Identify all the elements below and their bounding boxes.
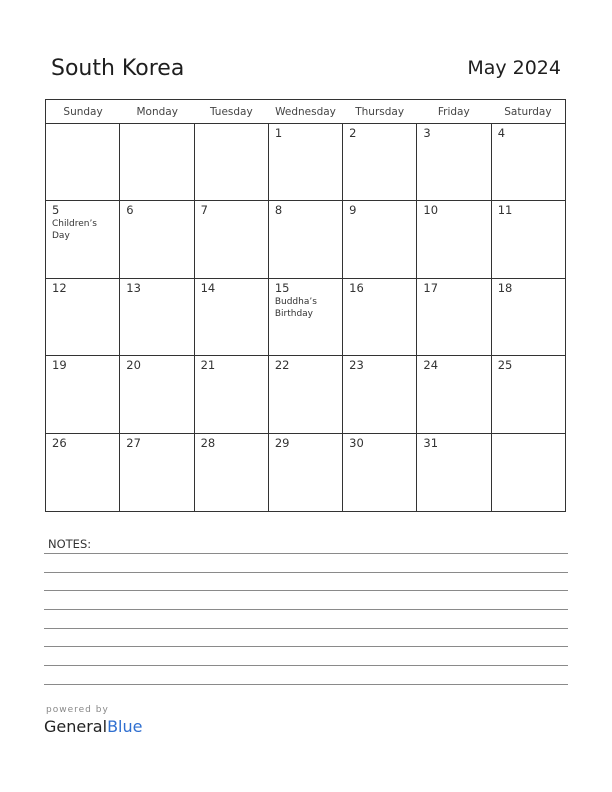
week-row — [46, 124, 565, 201]
day-number: 6 — [126, 203, 134, 218]
note-line — [44, 553, 568, 554]
day-number: 29 — [274, 435, 290, 450]
day-cell — [343, 356, 417, 432]
day-number: 7 — [200, 203, 208, 218]
note-line — [44, 628, 568, 629]
day-number: 13 — [126, 280, 141, 295]
day-cell — [195, 201, 269, 277]
week-row — [46, 279, 565, 356]
day-number: 26 — [52, 435, 67, 450]
week-row — [46, 434, 565, 511]
day-cell — [269, 356, 343, 432]
day-number: 23 — [349, 358, 364, 373]
day-cell — [343, 124, 417, 200]
weekday-sunday: Sunday — [63, 106, 103, 118]
day-cell — [269, 201, 343, 277]
day-cell — [417, 434, 491, 511]
day-cell — [417, 279, 491, 355]
day-number: 31 — [423, 435, 439, 450]
day-cell — [492, 279, 565, 355]
month-title: May 2024 — [467, 57, 561, 79]
day-cell — [492, 356, 565, 432]
brand-blue-text: Blue — [107, 717, 143, 736]
day-number: 9 — [349, 203, 357, 218]
day-number: 10 — [423, 203, 439, 218]
day-number: 27 — [126, 435, 141, 450]
day-cell — [46, 279, 120, 355]
generalblue-logo[interactable] — [44, 717, 142, 736]
note-line — [44, 609, 568, 610]
day-cell — [195, 279, 269, 355]
day-number: 20 — [126, 358, 141, 373]
day-number: 25 — [497, 358, 513, 373]
day-cell — [343, 201, 417, 277]
calendar-grid — [45, 99, 566, 512]
day-cell — [492, 434, 565, 511]
day-number: 3 — [423, 126, 431, 140]
day-number: 24 — [423, 358, 439, 373]
note-line — [44, 684, 568, 685]
day-cell — [120, 201, 194, 277]
day-number: 2 — [349, 126, 357, 140]
day-cell — [46, 356, 120, 432]
week-row — [46, 201, 565, 278]
day-number: 30 — [349, 435, 364, 450]
day-number: 5 — [52, 203, 60, 218]
day-cell — [120, 124, 194, 200]
day-number: 4 — [497, 126, 506, 140]
holiday-label: Children’s Day — [52, 219, 97, 242]
country-title: South Korea — [51, 56, 185, 81]
day-cell — [417, 356, 491, 432]
day-number: 15 — [274, 280, 290, 295]
day-number: 14 — [200, 280, 216, 295]
day-number: 19 — [52, 358, 67, 373]
day-number: 21 — [200, 358, 216, 373]
day-cell — [417, 124, 491, 200]
day-number: 22 — [274, 358, 290, 373]
day-number: 18 — [497, 280, 513, 295]
weekday-wednesday: Wednesday — [275, 106, 336, 118]
day-cell — [492, 201, 565, 277]
day-cell — [269, 434, 343, 511]
day-number: 11 — [497, 203, 513, 218]
day-cell — [195, 434, 269, 511]
weekday-thursday: Thursday — [355, 106, 405, 118]
brand-general-text: General — [44, 717, 108, 736]
day-number: 28 — [200, 435, 216, 450]
day-cell — [120, 356, 194, 432]
day-number: 16 — [349, 280, 364, 295]
day-cell — [120, 434, 194, 511]
day-number: 1 — [274, 126, 283, 140]
weekday-header-row — [46, 100, 565, 124]
day-cell — [343, 279, 417, 355]
weekday-saturday: Saturday — [504, 106, 552, 118]
note-line — [44, 572, 568, 573]
weekday-friday: Friday — [437, 106, 470, 118]
day-cell — [120, 279, 194, 355]
day-number: 17 — [423, 280, 439, 295]
day-cell — [417, 201, 491, 277]
holiday-label: Buddha’s Birthday — [274, 296, 317, 319]
day-cell — [195, 124, 269, 200]
day-cell — [46, 124, 120, 200]
day-number: 8 — [274, 203, 283, 218]
weekday-tuesday: Tuesday — [209, 106, 253, 118]
powered-by-text: powered by — [46, 705, 109, 715]
day-cell — [46, 434, 120, 511]
day-cell — [195, 356, 269, 432]
notes-label: NOTES: — [48, 537, 92, 551]
calendar-weeks — [46, 124, 565, 511]
note-line — [44, 646, 568, 647]
note-line — [44, 590, 568, 591]
note-line — [44, 665, 568, 666]
day-cell — [492, 124, 565, 200]
day-cell — [343, 434, 417, 511]
day-cell — [269, 124, 343, 200]
weekday-monday: Monday — [136, 106, 178, 118]
day-number: 12 — [52, 280, 67, 295]
day-cell — [269, 279, 343, 355]
week-row — [46, 356, 565, 433]
day-cell — [46, 201, 120, 277]
